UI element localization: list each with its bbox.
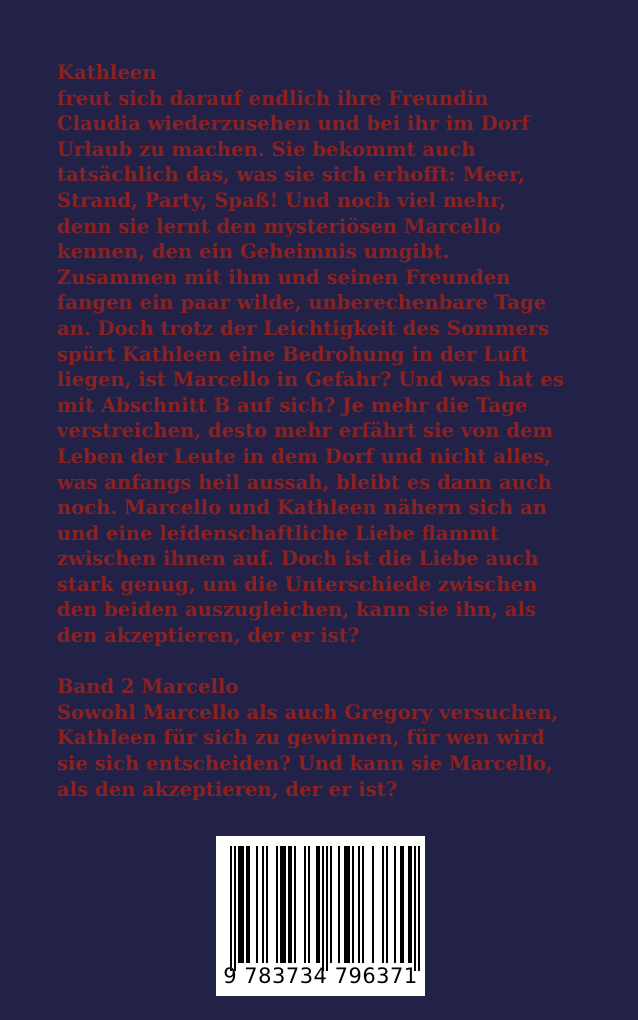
- barcode-bar: [308, 846, 310, 963]
- barcode-bar: [372, 846, 374, 963]
- barcode-bar: [358, 846, 360, 963]
- blurb-line: stark genug, um die Unterschiede zwischen: [57, 572, 538, 596]
- barcode-bar: [414, 846, 416, 971]
- barcode-bar: [408, 846, 410, 963]
- isbn-barcode: [216, 836, 425, 996]
- blurb-line: den beiden auszugleichen, kann sie ihn, als: [57, 598, 537, 622]
- barcode-bar: [410, 846, 412, 963]
- barcode-bar: [238, 846, 240, 963]
- blurb-line: Strand, Party, Spaß! Und noch viel mehr,: [57, 188, 506, 212]
- barcode-bar: [276, 846, 278, 963]
- barcode-bar: [230, 846, 232, 971]
- barcode-bar: [394, 846, 396, 963]
- barcode-bar: [266, 846, 268, 963]
- barcode-bar: [346, 846, 348, 963]
- barcode-bar: [316, 846, 318, 963]
- barcode-bar: [242, 846, 244, 963]
- blurb-line: Urlaub zu machen. Sie bekommt auch: [57, 137, 476, 161]
- barcode-bar: [304, 846, 306, 963]
- barcode-bar: [294, 846, 296, 963]
- blurb-line: den akzeptieren, der er ist?: [57, 624, 360, 648]
- barcode-bar: [402, 846, 404, 963]
- barcode-bar: [240, 846, 242, 963]
- barcode-bar: [284, 846, 286, 963]
- barcode-bar: [246, 846, 248, 963]
- barcode-bar: [344, 846, 346, 963]
- blurb-line: liegen, ist Marcello in Gefahr? Und was hat es: [57, 368, 564, 392]
- band-heading: Band 2 Marcello: [57, 675, 239, 699]
- barcode-bar: [330, 846, 332, 963]
- blurb-line: Claudia wiederzusehen und bei ihr im Dorf: [57, 112, 530, 136]
- blurb-heading: Kathleen: [57, 61, 157, 84]
- blurb-line: Kathleen für sich zu gewinnen, für wen wird: [57, 726, 545, 750]
- barcode-bar: [282, 846, 284, 963]
- blurb-line: kennen, den ein Geheimnis umgibt.: [57, 240, 450, 264]
- barcode-bar: [288, 846, 290, 963]
- blurb-line: denn sie lernt den mysteriösen Marcello: [57, 214, 501, 238]
- blurb-line: Leben der Leute in dem Dorf und nicht alles,: [57, 444, 552, 468]
- barcode-bar: [318, 846, 320, 963]
- isbn-number: 9 783734 796371: [223, 964, 418, 988]
- barcode-bar: [338, 846, 340, 963]
- barcode-bar: [248, 846, 250, 963]
- blurb-line: an. Doch trotz der Leichtigkeit des Sommers: [57, 316, 550, 340]
- barcode-bar: [418, 846, 420, 971]
- blurb-line: freut sich darauf endlich ihre Freundin: [57, 86, 489, 110]
- blurb-line: verstreichen, desto mehr erfährt sie von dem: [57, 419, 554, 443]
- barcode-bar: [400, 846, 402, 963]
- barcode-bar: [262, 846, 264, 963]
- barcode-bar: [280, 846, 282, 963]
- blurb-line: tatsächlich das, was sie sich erhofft: Meer,: [57, 163, 525, 187]
- barcode-bar: [362, 846, 364, 963]
- barcode-bar: [386, 846, 388, 963]
- blurb-text: [57, 60, 597, 802]
- blurb-line: und eine leidenschaftliche Liebe flammt: [57, 521, 500, 545]
- blurb-line: zwischen ihnen auf. Doch ist die Liebe auch: [57, 547, 539, 571]
- blurb-line: mit Abschnitt B auf sich? Je mehr die Tage: [57, 393, 528, 417]
- barcode-bar: [352, 846, 354, 963]
- barcode-bar: [322, 846, 324, 971]
- blurb-line: noch. Marcello und Kathleen nähern sich an: [57, 496, 547, 520]
- blurb-line: sie sich entscheiden? Und kann sie Marcello,: [57, 752, 553, 776]
- barcode-bar: [382, 846, 384, 963]
- barcode-bar: [290, 846, 292, 963]
- paragraph-gap: [57, 649, 597, 675]
- barcode-bar: [326, 846, 328, 971]
- blurb-line: als den akzeptieren, der er ist?: [57, 777, 398, 801]
- barcode-bar: [234, 846, 236, 971]
- blurb-line: spürt Kathleen eine Bedrohung in der Luft: [57, 342, 529, 366]
- barcode-bar: [256, 846, 258, 963]
- blurb-line: Sowohl Marcello als auch Gregory versuchen,: [57, 700, 559, 724]
- barcode-bar: [348, 846, 350, 963]
- blurb-line: Zusammen mit ihm und seinen Freunden: [57, 265, 511, 289]
- blurb-line: was anfangs heil aussah, bleibt es dann auch: [57, 470, 553, 494]
- blurb-line: fangen ein paar wilde, unberechenbare Tage: [57, 291, 547, 315]
